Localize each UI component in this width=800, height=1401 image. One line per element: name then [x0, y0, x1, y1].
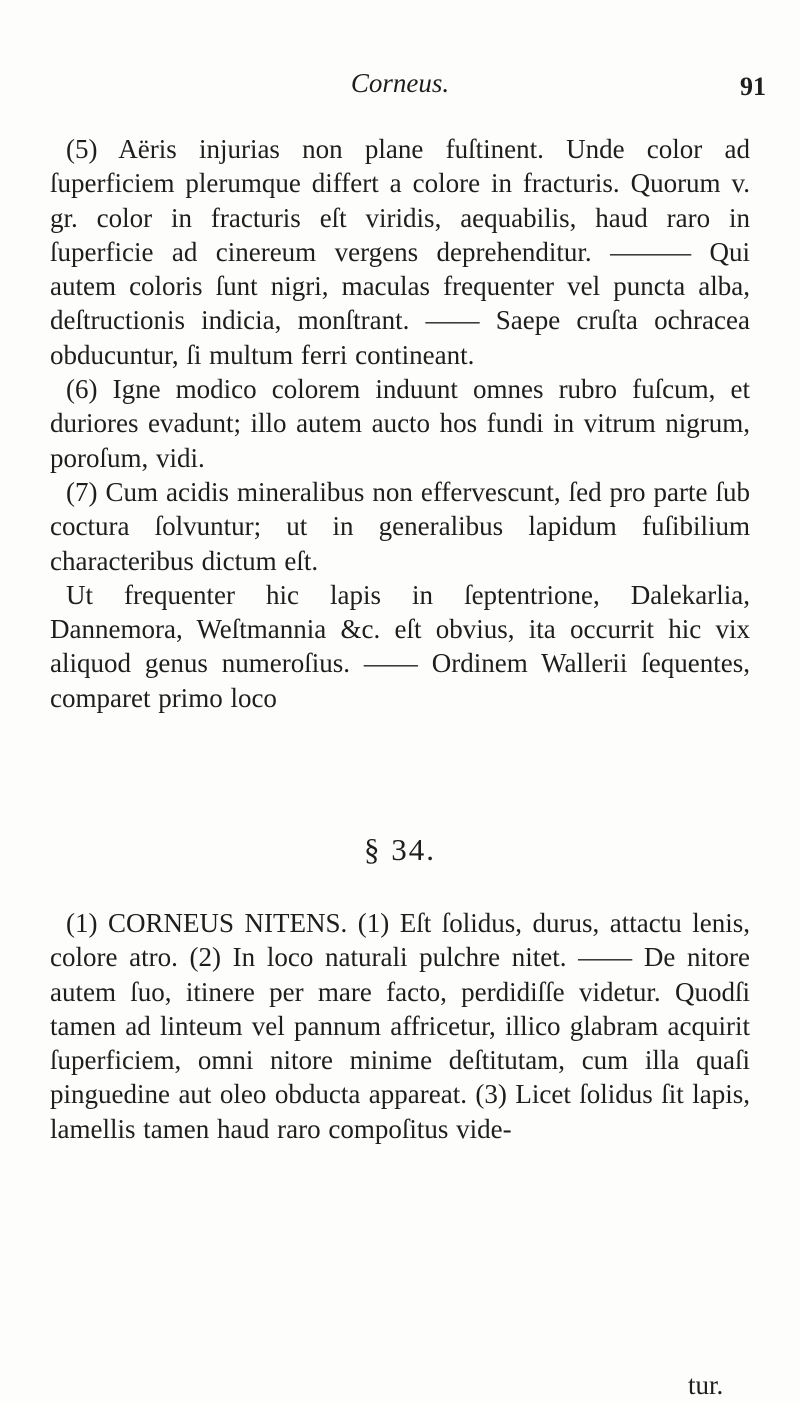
- section-text: [50, 906, 750, 1146]
- section-heading: § 34.: [364, 832, 436, 867]
- paragraph-ut-frequenter: Ut frequenter hic lapis in ſeptentrione, Dalekarlia, Dannemora, Weſtmannia &c. eſt obvius, ita occurrit hic vix aliquod genus numeroſius. —— Ordinem Wallerii ſequentes, comparet primo loco: [50, 579, 750, 713]
- page-number: 91: [740, 72, 766, 101]
- paragraph-7: (7) Cum acidis mineralibus non effervescunt, ſed pro parte ſub coctura ſolvuntur; ut in generalibus lapidum fuſibilium characteribus dictum eſt.: [50, 476, 750, 576]
- running-head: [0, 66, 800, 106]
- paragraph-corneus-nitens: (1) CORNEUS NITENS. (1) Eſt ſolidus, durus, attactu lenis, colore atro. (2) In loco naturali pulchre nitet. —— De nitore autem ſuo, itinere per mare facto, perdidiſſe videtur. Quodſi tamen ad linteum vel pannum affricetur, illico glabram acquirit ſuperficiem, omni nitore minime deſtitutam, cum illa quaſi pinguedine aut oleo obducta appareat. (3) Licet ſolidus ſit lapis, lamellis tamen haud raro compoſitus vide-: [50, 908, 750, 1144]
- paragraph-5: (5) Aëris injurias non plane fuſtinent. Unde color ad ſuperficiem plerumque differt a colore in fracturis. Quorum v. gr. color in fracturis eſt viridis, aequabilis, haud raro in ſuperficie ad cinereum vergens deprehenditur. ——— Qui autem coloris ſunt nigri, maculas frequenter vel puncta alba, deſtructionis indicia, monſtrant. —— Saepe cruſta ochracea obducuntur, ſi multum ferri contineant.: [50, 134, 750, 370]
- catchword: tur.: [688, 1370, 724, 1400]
- main-text: [50, 132, 750, 715]
- running-title: Corneus.: [350, 68, 450, 98]
- paragraph-6: (6) Igne modico colorem induunt omnes rubro fuſcum, et duriores evadunt; illo autem aucto hos fundi in vitrum nigrum, poroſum, vidi.: [50, 374, 750, 473]
